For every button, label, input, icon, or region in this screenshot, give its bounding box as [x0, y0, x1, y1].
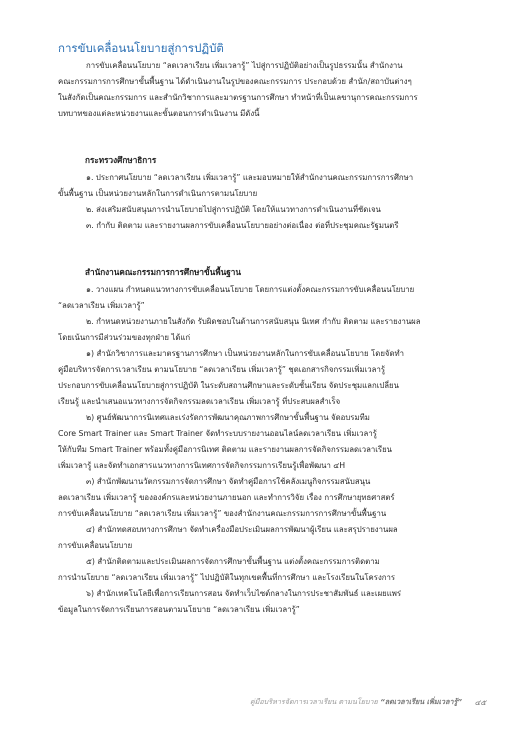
section1-item: ขั้นพื้นฐาน เป็นหน่วยงานหลักในการดำเนินการตามนโยบาย	[58, 189, 258, 198]
intro-line-4: บทบาทของแต่ละหน่วยงานและขั้นตอนการดำเนินงาน มีดังนี้	[58, 109, 260, 118]
section2-line: ๖) สำนักเทคโนโลยีเพื่อการเรียนการสอน จัดทำเว็บไซต์กลางในการประชาสัมพันธ์ และเผยแพร่	[86, 589, 402, 598]
page-number: ๔๕	[474, 698, 486, 707]
section2-line: ๑. วางแผน กำหนดแนวทางการขับเคลื่อนนโยบาย โดยการแต่งตั้งคณะกรรมการขับเคลื่อนนโยบาย	[86, 285, 415, 294]
section1-title: กระทรวงศึกษาธิการ	[85, 155, 157, 165]
footer-title: “ลดเวลาเรียน เพิ่มเวลารู้”	[380, 697, 462, 706]
footer-text: คู่มือบริหารจัดการเวลาเรียน ตามนโยบาย	[249, 697, 378, 706]
section2-line: การนำนโยบาย “ลดเวลาเรียน เพิ่มเวลารู้” ไปปฏิบัติในทุกเขตพื้นที่การศึกษา และโรงเรียนในโครงการ	[58, 573, 396, 582]
section2-line: คู่มือบริหารจัดการเวลาเรียน ตามนโยบาย “ลดเวลาเรียน เพิ่มเวลารู้” ชุดเอกสารกิจกรรมเพิ่มเวลารู้	[58, 365, 386, 374]
section1-item: ๒. ส่งเสริมสนับสนุนการนำนโยบายไปสู่การปฏิบัติ โดยให้แนวทางการดำเนินงานที่ชัดเจน	[86, 205, 381, 214]
intro-line-3: ในสังกัดเป็นคณะกรรมการ และสำนักวิชาการและมาตรฐานการศึกษา ทำหน้าที่เป็นเลขานุการคณะกรรมการ	[58, 93, 418, 102]
section2-line: ๒) ศูนย์พัฒนาการนิเทศและเร่งรัดการพัฒนาคุณภาพการศึกษาขั้นพื้นฐาน จัดอบรมทีม	[86, 413, 370, 422]
section2-title: สำนักงานคณะกรรมการการศึกษาขั้นพื้นฐาน	[85, 267, 241, 277]
section2-line: ประกอบการขับเคลื่อนนโยบายสู่การปฏิบัติ ในระดับสถานศึกษาและระดับชั้นเรียน จัดประชุมแลกเปลี่ยน	[58, 381, 399, 390]
page-footer	[0, 697, 524, 711]
section2-line: ๔) สำนักทดสอบทางการศึกษา จัดทำเครื่องมือประเมินผลการพัฒนาผู้เรียน และสรุปรายงานผล	[86, 525, 398, 534]
section2-line: ให้กับทีม Smart Trainer พร้อมทั้งคู่มือการนิเทศ ติดตาม และรายงานผลการจัดกิจกรรมลดเวลาเรียน	[58, 445, 393, 454]
section2-line: “ลดเวลาเรียน เพิ่มเวลารู้”	[58, 301, 145, 310]
section2-line: ๑) สำนักวิชาการและมาตรฐานการศึกษา เป็นหน่วยงานหลักในการขับเคลื่อนนโยบาย โดยจัดทำ	[86, 349, 405, 358]
section2-line: เรียนรู้ และนำเสนอแนวทางการจัดกิจกรรมลดเวลาเรียน เพิ่มเวลารู้ ที่ประสบผลสำเร็จ	[58, 397, 341, 406]
section2-line: ๓) สำนักพัฒนานวัตกรรมการจัดการศึกษา จัดทำคู่มือการใช้คลังเมนูกิจกรรมสนับสนุน	[86, 477, 371, 486]
section2-line: การขับเคลื่อนนโยบาย “ลดเวลาเรียน เพิ่มเวลารู้” ของสำนักงานคณะกรรมการการศึกษาขั้นพื้นฐาน	[58, 509, 387, 518]
section-heading: การขับเคลื่อนนโยบายสู่การปฏิบัติ	[58, 41, 224, 55]
section2-line: ๒. กำหนดหน่วยงานภายในสังกัด รับผิดชอบในด้านการสนับสนุน นิเทศ กำกับ ติดตาม และรายงานผล	[86, 317, 421, 326]
intro-line-2: คณะกรรมการการศึกษาขั้นพื้นฐาน ได้ดำเนินงานในรูปของคณะกรรมการ ประกอบด้วย สำนัก/สถาบันต่างๆ	[58, 77, 412, 86]
section2-line: ข้อมูลในการจัดการเรียนการสอนตามนโยบาย “ลดเวลาเรียน เพิ่มเวลารู้”	[58, 605, 300, 614]
section2-line: ๕) สำนักติดตามและประเมินผลการจัดการศึกษาขั้นพื้นฐาน แต่งตั้งคณะกรรมการติดตาม	[86, 557, 380, 566]
intro-line-1: การขับเคลื่อนนโยบาย “ลดเวลาเรียน เพิ่มเวลารู้” ไปสู่การปฏิบัติอย่างเป็นรูปธรรมนั้น สำนักงาน	[86, 61, 403, 70]
section2-line: การขับเคลื่อนนโยบาย	[58, 541, 133, 550]
section2-line: เพิ่มเวลารู้ และจัดทำเอกสารแนวทางการนิเทศการจัดกิจกรรมการเรียนรู้เพื่อพัฒนา ๔H	[58, 461, 346, 470]
footer-caption	[250, 697, 462, 708]
section2-line: โดยเน้นการมีส่วนร่วมของทุกฝ่าย ได้แก่	[58, 333, 191, 342]
section2-line: Core Smart Trainer และ Smart Trainer จัดทำระบบรายงานออนไลน์ลดเวลาเรียน เพิ่มเวลารู้	[58, 429, 377, 438]
section1-item: ๑. ประกาศนโยบาย “ลดเวลาเรียน เพิ่มเวลารู้” และมอบหมายให้สำนักงานคณะกรรมการการศึกษา	[86, 173, 414, 182]
section1-item: ๓. กำกับ ติดตาม และรายงานผลการขับเคลื่อนนโยบายอย่างต่อเนื่อง ต่อที่ประชุมคณะรัฐมนตรี	[86, 221, 399, 230]
section2-line: ลดเวลาเรียน เพิ่มเวลารู้ ขององค์กรและหน่วยงานภายนอก และทำการวิจัย เรื่อง การศึกษายุทธศาสตร์	[58, 493, 395, 502]
